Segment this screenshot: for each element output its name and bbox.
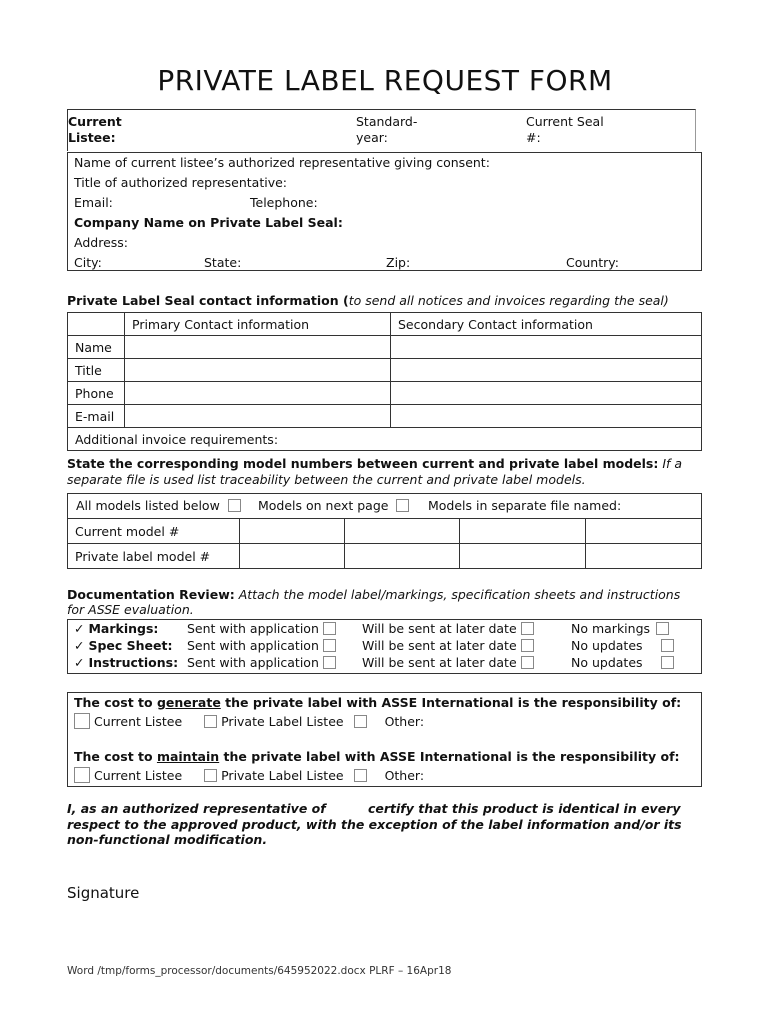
cost-box xyxy=(67,692,702,787)
opt-separate-file-label: Models in separate file named: xyxy=(428,498,622,513)
spec-opt1-label: Sent with application xyxy=(187,638,319,653)
row-label-title: Title xyxy=(68,359,125,382)
certification-line1a: I, as an authorized representative of xyxy=(67,801,326,816)
markings-opt3-label: No markings xyxy=(571,621,651,636)
doc-review-box xyxy=(67,619,702,674)
generate-other-label: Other: xyxy=(384,714,425,729)
secondary-title-field[interactable] xyxy=(391,359,702,382)
doc-row-markings: ✓ Markings: xyxy=(74,621,159,636)
rep-name-label: Name of current listee’s authorized representative giving consent: xyxy=(74,155,490,170)
primary-email-field[interactable] xyxy=(125,405,391,428)
country-label: Country: xyxy=(566,255,619,270)
generate-current-listee-label: Current Listee xyxy=(93,714,183,729)
models-table xyxy=(67,518,702,569)
markings-opt1-checkbox[interactable] xyxy=(323,622,336,635)
current-model-field-4[interactable] xyxy=(586,519,702,544)
rep-title-label: Title of authorized representative: xyxy=(74,175,288,190)
models-heading-line1: State the corresponding model numbers between current and private label models: If a xyxy=(67,456,683,471)
maintain-private-listee-checkbox[interactable] xyxy=(204,769,217,782)
private-model-field-2[interactable] xyxy=(345,544,460,569)
maintain-other-checkbox[interactable] xyxy=(354,769,367,782)
table-row xyxy=(68,428,702,451)
cost-maintain-options xyxy=(74,766,424,786)
listee-header-box xyxy=(67,109,696,151)
additional-invoice-field[interactable]: Additional invoice requirements: xyxy=(68,428,702,451)
instructions-opt1-label: Sent with application xyxy=(187,655,319,670)
generate-other-checkbox[interactable] xyxy=(354,715,367,728)
spec-opt1-checkbox[interactable] xyxy=(323,639,336,652)
contact-section-heading: Private Label Seal contact information (to send all notices and invoices regarding the seal) xyxy=(67,293,669,308)
instructions-opt2-checkbox[interactable] xyxy=(521,656,534,669)
instructions-opt1-checkbox[interactable] xyxy=(323,656,336,669)
private-model-field-1[interactable] xyxy=(240,544,345,569)
primary-title-field[interactable] xyxy=(125,359,391,382)
opt-all-models-label: All models listed below xyxy=(76,498,220,513)
opt-next-page-label: Models on next page xyxy=(258,498,389,513)
cost-maintain-heading: The cost to maintain the private label with ASSE International is the responsibility of: xyxy=(74,749,680,764)
maintain-private-listee-label: Private Label Listee xyxy=(221,768,344,783)
primary-name-field[interactable] xyxy=(125,336,391,359)
spec-opt2-label: Will be sent at later date xyxy=(362,638,517,653)
state-label: State: xyxy=(204,255,242,270)
table-row xyxy=(68,544,702,569)
city-label: City: xyxy=(74,255,102,270)
current-listee-label: Current Listee: xyxy=(68,114,122,145)
primary-contact-header: Primary Contact information xyxy=(125,313,391,336)
email-label: Email: xyxy=(74,195,113,210)
spec-opt2-checkbox[interactable] xyxy=(521,639,534,652)
address-label: Address: xyxy=(74,235,128,250)
opt-next-page-checkbox[interactable] xyxy=(396,499,409,512)
contact-table xyxy=(67,312,702,451)
table-row xyxy=(68,313,702,336)
instructions-opt2-label: Will be sent at later date xyxy=(362,655,517,670)
models-options-row xyxy=(67,493,702,519)
check-icon: ✓ xyxy=(74,638,85,653)
table-row xyxy=(68,382,702,405)
doc-row-instructions: ✓ Instructions: xyxy=(74,655,179,670)
maintain-current-listee-checkbox[interactable] xyxy=(74,767,90,783)
generate-current-listee-checkbox[interactable] xyxy=(74,713,90,729)
doc-review-heading-line1: Documentation Review: Attach the model label/markings, specification sheets and instructions xyxy=(67,587,681,602)
maintain-other-label: Other: xyxy=(384,768,425,783)
doc-review-heading-line2: for ASSE evaluation. xyxy=(67,602,194,617)
current-model-field-3[interactable] xyxy=(460,519,586,544)
footer-text: Word /tmp/forms_processor/documents/645952022.docx PLRF – 16Apr18 xyxy=(67,965,452,977)
private-model-field-3[interactable] xyxy=(460,544,586,569)
instructions-opt3-label: No updates xyxy=(571,655,643,670)
current-model-field-2[interactable] xyxy=(345,519,460,544)
row-label-phone: Phone xyxy=(68,382,125,405)
spec-opt3-label: No updates xyxy=(571,638,643,653)
standard-year-label: Standard- year: xyxy=(356,114,418,145)
spec-opt3-checkbox[interactable] xyxy=(661,639,674,652)
check-icon: ✓ xyxy=(74,655,85,670)
telephone-label: Telephone: xyxy=(250,195,318,210)
markings-opt1-label: Sent with application xyxy=(187,621,319,636)
current-model-label: Current model # xyxy=(68,519,240,544)
opt-all-models-checkbox[interactable] xyxy=(228,499,241,512)
signature-label: Signature xyxy=(67,884,140,902)
cost-generate-heading: The cost to generate the private label with ASSE International is the responsibility of: xyxy=(74,695,682,710)
row-label-email: E-mail xyxy=(68,405,125,428)
company-name-label: Company Name on Private Label Seal: xyxy=(74,215,343,230)
generate-private-listee-label: Private Label Listee xyxy=(221,714,344,729)
zip-label: Zip: xyxy=(386,255,411,270)
private-model-field-4[interactable] xyxy=(586,544,702,569)
current-seal-label: Current Seal #: xyxy=(526,114,604,145)
instructions-opt3-checkbox[interactable] xyxy=(661,656,674,669)
cost-generate-options xyxy=(74,712,424,732)
secondary-name-field[interactable] xyxy=(391,336,702,359)
markings-opt3-checkbox[interactable] xyxy=(656,622,669,635)
private-model-label: Private label model # xyxy=(68,544,240,569)
current-model-field-1[interactable] xyxy=(240,519,345,544)
models-heading-line2: separate file is used list traceability between the current and private label models. xyxy=(67,472,586,487)
certification-line2: respect to the approved product, with the exception of the label information and/or its xyxy=(67,817,682,832)
certification-line3: non-functional modification. xyxy=(67,832,268,847)
secondary-phone-field[interactable] xyxy=(391,382,702,405)
table-row xyxy=(68,359,702,382)
row-label-name: Name xyxy=(68,336,125,359)
maintain-current-listee-label: Current Listee xyxy=(93,768,183,783)
form-title: PRIVATE LABEL REQUEST FORM xyxy=(157,64,613,97)
markings-opt2-checkbox[interactable] xyxy=(521,622,534,635)
generate-private-listee-checkbox[interactable] xyxy=(204,715,217,728)
secondary-contact-header: Secondary Contact information xyxy=(391,313,702,336)
table-row xyxy=(68,405,702,428)
table-row xyxy=(68,336,702,359)
certification-line1b: certify that this product is identical in every xyxy=(368,801,681,816)
doc-row-spec-sheet: ✓ Spec Sheet: xyxy=(74,638,173,653)
check-icon: ✓ xyxy=(74,621,85,636)
primary-phone-field[interactable] xyxy=(125,382,391,405)
secondary-email-field[interactable] xyxy=(391,405,702,428)
markings-opt2-label: Will be sent at later date xyxy=(362,621,517,636)
consent-box xyxy=(67,152,702,271)
table-row xyxy=(68,519,702,544)
